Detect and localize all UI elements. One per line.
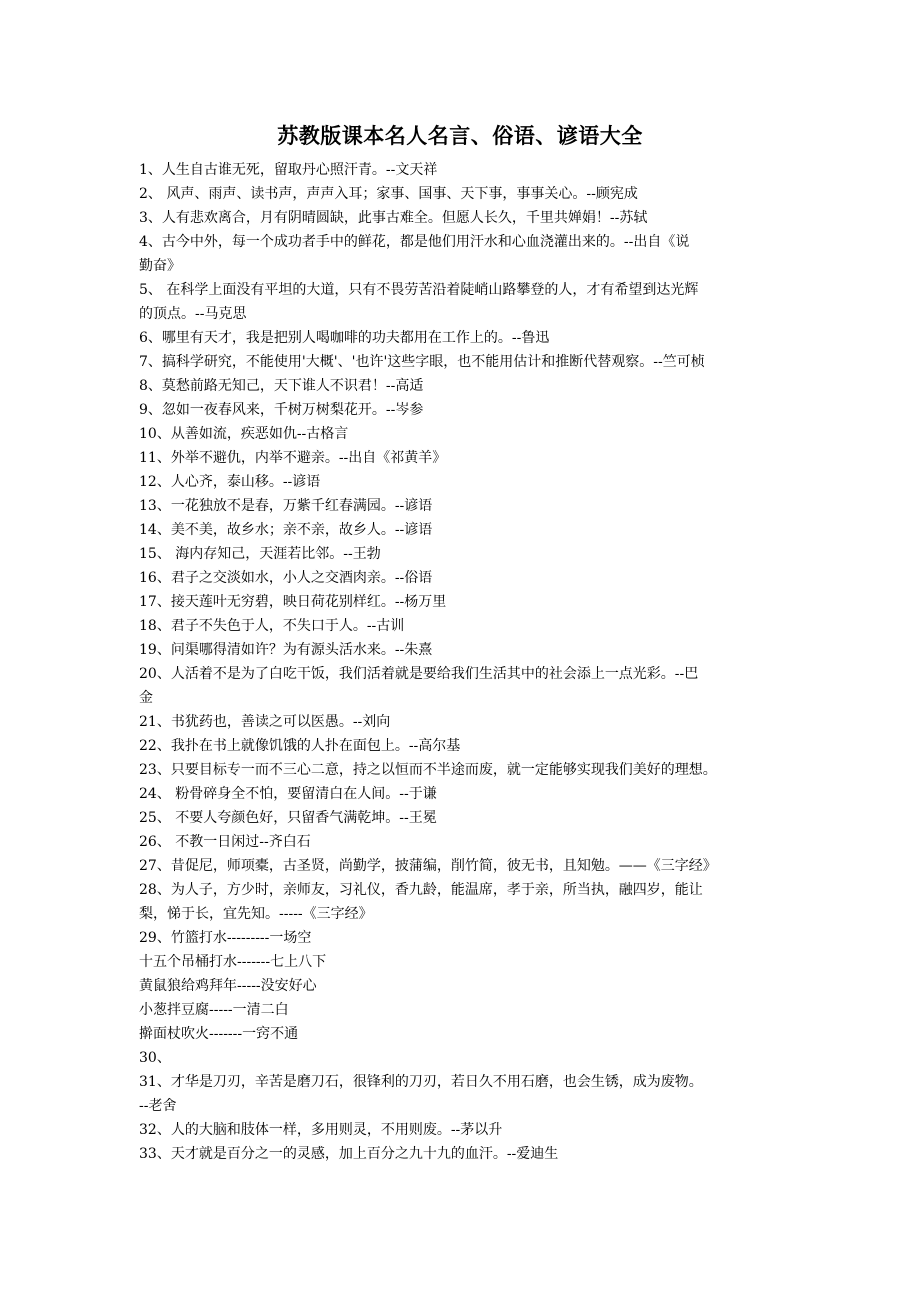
text-line: 的顶点。--马克思 [139, 306, 247, 322]
text-line: 勤奋》 [139, 258, 181, 274]
text-line: 26、 不教一日闲过--齐白石 [139, 834, 311, 850]
text-line: 16、君子之交淡如水，小人之交酒肉亲。--俗语 [139, 570, 433, 586]
text-line: 31、才华是刀刃，辛苦是磨刀石，很锋利的刀刃，若日久不用石磨，也会生锈，成为废物。 [139, 1074, 703, 1090]
text-line: 8、莫愁前路无知己，天下谁人不识君！--高适 [139, 378, 424, 394]
text-line: 15、 海内存知己，天涯若比邻。--王勃 [139, 546, 381, 562]
text-line: 小葱拌豆腐-----一清二白 [139, 1002, 289, 1018]
text-line: 24、 粉骨碎身全不怕，要留清白在人间。--于谦 [139, 786, 437, 802]
text-line: 32、人的大脑和肢体一样，多用则灵，不用则废。--茅以升 [139, 1122, 503, 1138]
text-line: 6、哪里有天才，我是把别人喝咖啡的功夫都用在工作上的。--鲁迅 [139, 330, 550, 346]
text-line: 9、忽如一夜春风来，千树万树梨花开。--岑参 [139, 402, 424, 418]
text-line: 28、为人子，方少时，亲师友，习礼仪，香九龄，能温席，孝于亲，所当执，融四岁，能让 [139, 882, 703, 898]
text-line: 7、搞科学研究，不能使用'大概'、'也许'这些字眼，也不能用估计和推断代替观察。--竺可桢 [139, 354, 705, 370]
text-line: 十五个吊桶打水-------七上八下 [139, 954, 327, 970]
text-line: 3、人有悲欢离合，月有阴晴圆缺，此事古难全。但愿人长久，千里共婵娟！--苏轼 [139, 210, 648, 226]
text-line: 21、书犹药也，善读之可以医愚。--刘向 [139, 714, 391, 730]
text-line: 18、君子不失色于人，不失口于人。--古训 [139, 618, 405, 634]
text-line: --老舍 [139, 1098, 177, 1114]
text-line: 14、美不美，故乡水；亲不亲，故乡人。--谚语 [139, 522, 433, 538]
text-line: 10、从善如流，疾恶如仇--古格言 [139, 426, 349, 442]
text-line: 4、古今中外，每一个成功者手中的鲜花，都是他们用汗水和心血浇灌出来的。--出自《说 [139, 234, 690, 250]
text-line: 27、昔促尼，师项橐，古圣贤，尚勤学，披蒲编，削竹简，彼无书，且知勉。——《三字经》 [139, 858, 717, 874]
text-line: 33、天才就是百分之一的灵感，加上百分之九十九的血汗。--爱迪生 [139, 1146, 559, 1162]
text-line: 17、接天莲叶无穷碧，映日荷花别样红。--杨万里 [139, 594, 447, 610]
text-line: 1、人生自古谁无死，留取丹心照汗青。--文天祥 [139, 162, 438, 178]
text-line: 梨，悌于长，宜先知。-----《三字经》 [139, 906, 373, 922]
text-line: 29、竹篮打水---------一场空 [139, 930, 312, 946]
page-title: 苏教版课本名人名言、俗语、谚语大全 [277, 124, 643, 148]
text-line: 19、问渠哪得清如许？为有源头活水来。--朱熹 [139, 642, 433, 658]
document-body [139, 158, 789, 1166]
text-line: 13、一花独放不是春，万紫千红春满园。--谚语 [139, 498, 433, 514]
text-line: 2、 风声、雨声、读书声，声声入耳；家事、国事、天下事，事事关心。--顾宪成 [139, 186, 638, 202]
text-line: 5、 在科学上面没有平坦的大道，只有不畏劳苦沿着陡峭山路攀登的人，才有希望到达光辉 [139, 282, 699, 298]
text-line: 22、我扑在书上就像饥饿的人扑在面包上。--高尔基 [139, 738, 461, 754]
text-line: 12、人心齐，泰山移。--谚语 [139, 474, 321, 490]
text-line: 23、只要目标专一而不三心二意，持之以恒而不半途而废，就一定能够实现我们美好的理想。 [139, 762, 717, 778]
text-line: 黄鼠狼给鸡拜年-----没安好心 [139, 978, 317, 994]
text-line: 金 [139, 690, 153, 706]
text-line: 30、 [139, 1050, 171, 1066]
text-line: 20、人活着不是为了白吃干饭，我们活着就是要给我们生活其中的社会添上一点光彩。--巴 [139, 666, 699, 682]
text-line: 25、 不要人夸颜色好，只留香气满乾坤。--王冕 [139, 810, 437, 826]
text-line: 擀面杖吹火-------一窍不通 [139, 1026, 299, 1042]
text-line: 11、外举不避仇，内举不避亲。--出自《祁黄羊》 [139, 450, 447, 466]
